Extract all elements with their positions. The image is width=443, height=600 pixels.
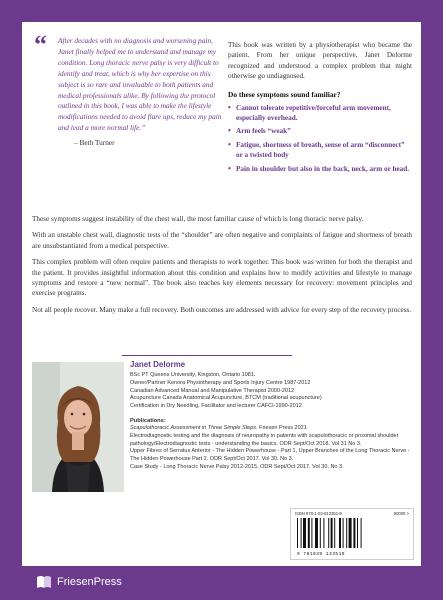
- publication-line: [130, 425, 414, 433]
- author-name: Janet Delorme: [130, 360, 186, 369]
- symptom-text: Pain in shoulder but also in the back, neck, arm or head.: [236, 164, 410, 173]
- symptom-text: Fatigue, shortness of breath, sense of arm “disconnect” or a twisted body: [236, 140, 405, 160]
- credential-line: Owner/Partner Kenora Physiotherapy and Sports Injury Centre 1987-2012: [130, 379, 311, 386]
- body-paragraph: This complex problem will often require patients and therapists to work together. This book was written for both the therapist and the patient. It provides insightful information about this condition and explains how to modify activities and lifestyle to manage symptoms and restore a “new normal”. The book also teaches key elements necessary for recovery: movement principles and exercise programs.: [32, 258, 412, 298]
- barcode-bar: [303, 518, 306, 548]
- author-portrait-icon: [32, 362, 124, 492]
- bullet-icon: •: [228, 163, 231, 173]
- isbn-digits: 9 781039 133519: [297, 552, 346, 557]
- intro-text: This book was written by a physiotherapist who became the patient. From her unique perspective, Janet Delorme recognized and understood a complex problem that might otherwise go undiagnosed.: [228, 41, 412, 81]
- barcode-bar: [357, 518, 358, 548]
- symptom-item: [228, 103, 412, 124]
- body-paragraph: These symptoms suggest instability of the chest wall, the most familiar cause of which is long thoracic nerve palsy.: [32, 215, 364, 223]
- publisher-name: FriesenPress: [57, 576, 122, 588]
- barcode-bar: [311, 518, 312, 548]
- back-cover: [22, 22, 421, 566]
- barcode-bar: [328, 518, 329, 548]
- symptom-item: [228, 140, 412, 161]
- barcode-bar: [308, 518, 310, 548]
- barcode-bar: [323, 518, 324, 548]
- testimonial-quote: [34, 30, 222, 148]
- bullet-icon: •: [228, 126, 231, 136]
- quote-mark-icon: “: [34, 30, 47, 59]
- credential-line: Certification in Dry Needling, Facilitator and lecturer CAFCI-1990-2012.: [130, 403, 304, 410]
- barcode-bar: [339, 518, 341, 548]
- barcode-icon: [297, 518, 409, 548]
- body-text: [32, 214, 412, 321]
- intro-section: [228, 40, 412, 177]
- publication-title: Scapulothoracic Assessment in Three Simple Steps.: [130, 424, 258, 431]
- barcode-bar: [297, 518, 298, 548]
- barcode-bar: [349, 518, 352, 548]
- credential-line: Acupuncture Canada Anatomical Acupuncture, BTCM (traditional acupuncture): [130, 395, 322, 402]
- symptom-item: [228, 126, 412, 136]
- publication-line: Upper Fibres of Serratus Anterior - The Hidden Powerhouse - Part 1, Upper Branches of the Long Thoracic Nerve - The Hidden Powerhouse Part 2. ODR Sept/Oct 2017. Vol 30. No 3.: [130, 448, 410, 463]
- publication-line: Electrodiagnostic testing and the diagnosis of neuropathy in patients with scapulothoracic or proximal shoulder pathology/Electrodiagnostic tests - understanding the basics. ODR Sept/Oct 2018. Vol 31 No 3.: [130, 432, 399, 447]
- barcode-bar: [343, 518, 344, 548]
- publication-detail: Friesen Press 2021: [257, 424, 307, 431]
- publisher-book-icon: [36, 575, 52, 589]
- symptom-item: [228, 164, 412, 174]
- quote-text: After decades with no diagnosis and worsening pain, Janet finally helped me to understand and manage my condition. Long thoracic nerve palsy is very difficult to identify and treat, which is why her expertise on this subject is so rare and invaluable to both patients and medical professionals alike. By following the protocol outlined in this book, I was able to make the lifestyle modifications needed to avoid flare ups, reduce my pain and lead a more normal life.”: [58, 36, 222, 133]
- bullet-icon: •: [228, 102, 231, 112]
- body-paragraph: Not all people recover. Many make a full recovery. Both outcomes are addressed with advice for every step of the recovery process.: [32, 305, 412, 314]
- isbn-barcode: [290, 508, 414, 560]
- credential-line: Canadian Advanced Manual and Manipulative Therapist 2000-2012: [130, 387, 295, 394]
- barcode-bar: [334, 518, 335, 548]
- body-paragraph: With an unstable chest wall, diagnostic tests of the “shoulder” are often negative and complaints of fatigue and shortness of breath are unsubstantiated from a medical perspective.: [32, 231, 412, 250]
- barcode-bar: [301, 518, 302, 548]
- price-code: 90000 >: [393, 511, 409, 516]
- barcode-bar: [320, 518, 321, 548]
- author-bio: [130, 360, 414, 472]
- bullet-icon: •: [228, 139, 231, 149]
- barcode-bar: [315, 518, 318, 548]
- symptom-text: Arm feels “weak”: [236, 127, 291, 136]
- symptom-list: [228, 103, 412, 174]
- barcode-bar: [353, 518, 355, 548]
- barcode-bar: [346, 518, 347, 548]
- publications-heading: Publications:: [130, 417, 166, 424]
- barcode-bar: [331, 518, 333, 548]
- section-divider: [122, 355, 292, 356]
- symptom-text: Cannot tolerate repetitive/forceful arm movement, especially overhead.: [236, 103, 391, 123]
- barcode-bar: [361, 518, 362, 548]
- publication-line: Case Study - Long Thoracic Nerve Palsy 2012-2015. ODR Sept/Oct 2017. Vol 30. No 3.: [130, 463, 344, 470]
- publisher-logo: [36, 575, 122, 589]
- quote-author: – Beth Turner: [74, 138, 115, 148]
- credential-line: BSc PT Queens University, Kingston, Ontario 1981.: [130, 372, 256, 378]
- isbn-label: ISBN 978-1-03-913351-9: [295, 511, 342, 516]
- symptoms-heading: Do these symptoms sound familiar?: [228, 89, 341, 99]
- author-photo: [32, 362, 124, 492]
